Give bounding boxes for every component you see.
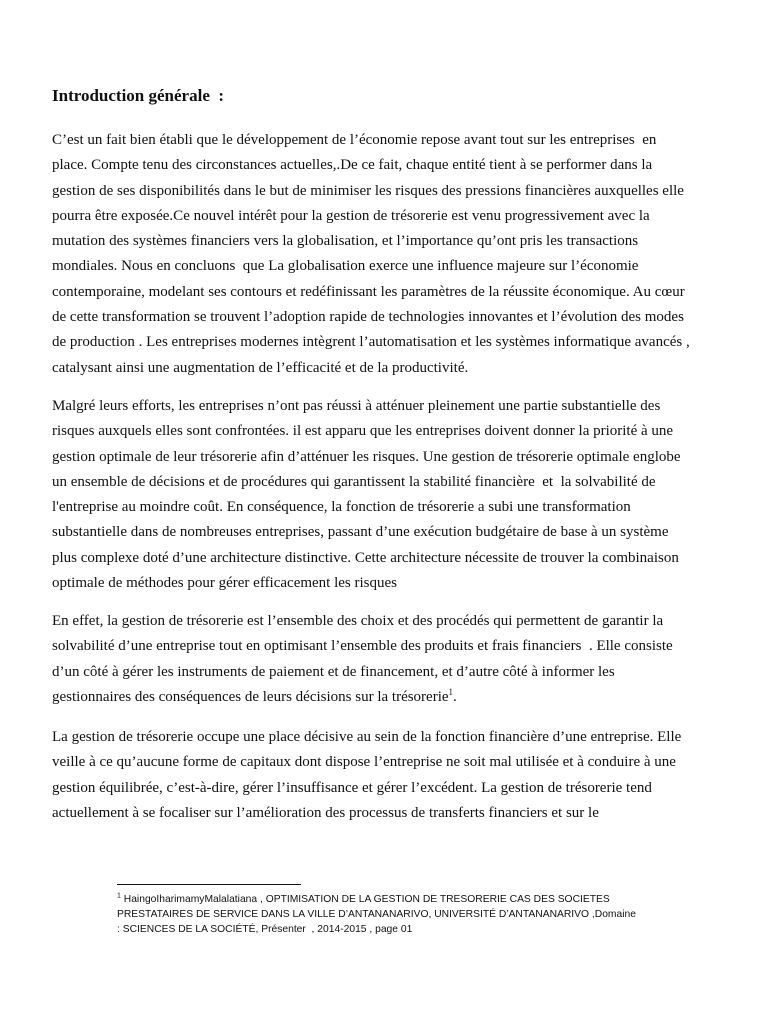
text-line: En effet, la gestion de trésorerie est l’ensemble des choix et des procédés qui permettent de garantir la <box>52 613 664 629</box>
text-line: de cette transformation se trouvent l’adoption rapide de technologies innovantes et l’évolution des modes <box>52 309 684 326</box>
text-line: plus complexe doté d’une architecture distinctive. Cette architecture nécessite de trouver la combinaison <box>52 549 679 566</box>
text-line: gestion de ses disponibilités dans le but de minimiser les risques des pressions financières auxquelles elle <box>52 182 684 199</box>
text-line: optimale de méthodes pour gérer efficacement les risques <box>52 575 398 592</box>
text-line: mondiales. Nous en concluons que La globalisation exerce une influence majeure sur l’économie <box>52 258 639 275</box>
text-line: catalysant ainsi une augmentation de l’efficacité et de la productivité. <box>52 359 469 376</box>
footnote-line: : SCIENCES DE LA SOCIÉTÉ, Présenter , 2014-2015 , page 01 <box>117 924 413 935</box>
text-line: substantielle dans de nombreuses entreprises, passant d’une exécution budgétaire de base à un système <box>52 524 669 541</box>
footnote <box>117 892 737 937</box>
text-line: d’un côté à gérer les instruments de paiement et de financement, et d’autre côté à informer les <box>52 663 615 680</box>
text-line-with-footnote <box>52 685 732 710</box>
paragraph-1 <box>52 128 732 381</box>
text-line: veille à ce qu’aucune forme de capitaux dont dispose l’entreprise ne soit mal utilisée et à conduire à une <box>52 754 676 771</box>
text-fragment: gestionnaires des conséquences de leurs décisions sur la trésorerie <box>52 688 449 705</box>
footnote-line: PRESTATAIRES DE SERVICE DANS LA VILLE D’ANTANANARIVO, UNIVERSITÉ D’ANTANANARIVO ,Domaine <box>117 909 636 920</box>
footnote-line <box>117 892 737 907</box>
paragraph-2 <box>52 394 732 596</box>
text-line: de production . Les entreprises modernes intègrent l’automatisation et les systèmes informatique avancés , <box>52 334 690 351</box>
text-line: mutation des systèmes financiers vers la globalisation, et l’importance qu’ont pris les transactions <box>52 233 639 250</box>
paragraph-4 <box>52 725 732 826</box>
text-fragment: . <box>453 688 457 705</box>
text-line: l'entreprise au moindre coût. En conséquence, la fonction de trésorerie a subi une transformation <box>52 499 631 516</box>
text-fragment: HaingoIharimamyMalalatiana , OPTIMISATION DE LA GESTION DE TRESORERIE CAS DES SOCIETES <box>120 894 610 905</box>
section-heading: Introduction générale : <box>52 86 225 105</box>
paragraph-3 <box>52 609 732 710</box>
text-line: solvabilité d’une entreprise tout en optimisant l’ensemble des produits et frais financiers . Elle consiste <box>52 638 673 655</box>
text-line: contemporaine, modelant ses contours et redéfinissant les paramètres de la réussite économique. Au cœur <box>52 283 685 300</box>
footnote-separator <box>117 884 301 885</box>
text-line: gestion optimale de leur trésorerie afin d’atténuer les risques. Une gestion de trésorerie optimale englobe <box>52 448 681 465</box>
text-line: C’est un fait bien établi que le développement de l’économie repose avant tout sur les entreprises en <box>52 132 657 148</box>
text-line: gestion équilibrée, c’est-à-dire, gérer l’insuffisance et gérer l’excédent. La gestion de trésorerie tend <box>52 779 652 796</box>
text-line: un ensemble de décisions et de procédures qui garantissent la stabilité financière et la solvabilité de <box>52 473 656 490</box>
text-line: pourra être exposée.Ce nouvel intérêt pour la gestion de trésorerie est venu progressivement avec la <box>52 207 650 224</box>
text-line: risques auxquels elles sont confrontées. il est apparu que les entreprises doivent donner la priorité à une <box>52 423 674 440</box>
text-line: Malgré leurs efforts, les entreprises n’ont pas réussi à atténuer pleinement une partie substantielle des <box>52 398 661 414</box>
footnote-marker: 1 <box>117 892 121 900</box>
text-line: actuellement à se focaliser sur l’amélioration des processus de transferts financiers et sur le <box>52 804 599 821</box>
text-line: place. Compte tenu des circonstances actuelles,.De ce fait, chaque entité tient à se performer dans la <box>52 157 653 174</box>
text-line: La gestion de trésorerie occupe une place décisive au sein de la fonction financière d’une entreprise. Elle <box>52 729 682 745</box>
footnote-reference[interactable]: 1 <box>448 686 454 697</box>
